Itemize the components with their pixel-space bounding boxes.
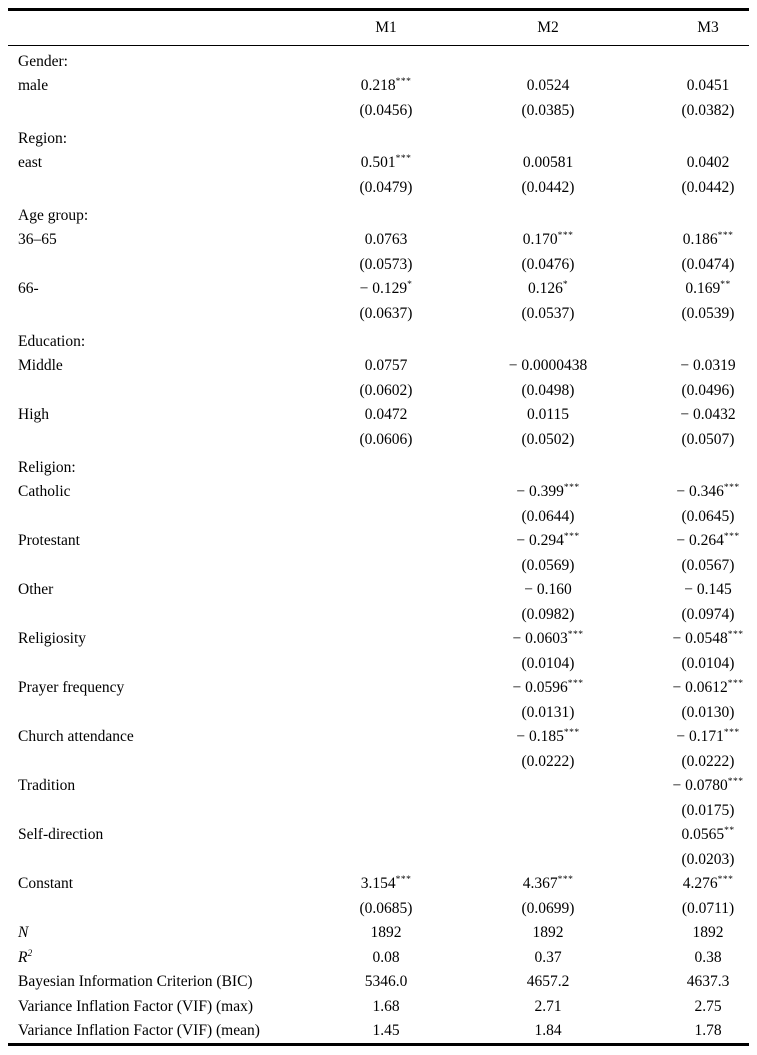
standard-error-row xyxy=(0,602,757,627)
estimate-cell xyxy=(629,826,757,844)
standard-error-row xyxy=(0,847,757,872)
estimate-cell xyxy=(467,280,629,298)
standard-error-value: (0.0496) xyxy=(681,381,735,399)
coefficient-row xyxy=(0,676,757,701)
estimate-value: − 0.160 xyxy=(524,581,572,599)
stat-value-cell xyxy=(629,998,757,1016)
standard-error-cell xyxy=(629,179,757,197)
stat-value-cell xyxy=(305,1022,467,1040)
significance-stars: *** xyxy=(727,629,744,640)
standard-error-value: (0.0507) xyxy=(681,430,735,448)
group-row xyxy=(0,200,757,228)
standard-error-row xyxy=(0,252,757,277)
significance-stars: *** xyxy=(395,874,412,885)
standard-error-value: (0.0569) xyxy=(521,556,575,574)
estimate-value: − 0.145 xyxy=(684,581,732,599)
significance-stars: * xyxy=(407,279,413,290)
estimate-cell xyxy=(305,280,467,298)
significance-stars: *** xyxy=(567,629,584,640)
standard-error-value: (0.0104) xyxy=(681,654,735,672)
estimate-cell xyxy=(629,728,757,746)
stat-value-cell xyxy=(467,998,629,1016)
standard-error-row xyxy=(0,651,757,676)
standard-error-row xyxy=(0,98,757,123)
standard-error-cell xyxy=(305,256,467,274)
standard-error-row xyxy=(0,504,757,529)
coefficient-row xyxy=(0,151,757,176)
estimate-cell xyxy=(305,357,467,375)
row-label: High xyxy=(18,406,49,424)
standard-error-cell xyxy=(629,557,757,575)
standard-error-value: (0.0637) xyxy=(359,304,413,322)
group-row xyxy=(0,326,757,354)
stat-value: 1.45 xyxy=(372,1022,400,1040)
stat-row xyxy=(0,945,757,970)
row-label: Tradition xyxy=(18,777,76,795)
standard-error-value: (0.0104) xyxy=(521,654,575,672)
standard-error-row xyxy=(0,378,757,403)
significance-stars: ** xyxy=(724,825,735,836)
stat-value-cell xyxy=(629,1022,757,1040)
significance-stars: *** xyxy=(563,482,580,493)
stat-label-text: R xyxy=(18,948,28,966)
row-label: east xyxy=(18,154,43,172)
estimate-value: − 0.0432 xyxy=(680,406,736,424)
row-label: 36–65 xyxy=(18,231,57,249)
standard-error-cell xyxy=(305,900,467,918)
stat-value-cell xyxy=(467,949,629,967)
estimate-cell xyxy=(467,231,629,249)
standard-error-cell xyxy=(467,508,629,526)
standard-error-value: (0.0442) xyxy=(521,178,575,196)
estimate-value: − 0.0780 xyxy=(672,777,728,795)
stat-label xyxy=(0,924,305,942)
stat-value-cell xyxy=(629,924,757,942)
standard-error-cell xyxy=(629,102,757,120)
estimate-cell xyxy=(629,154,757,172)
standard-error-value: (0.0567) xyxy=(681,556,735,574)
standard-error-value: (0.0539) xyxy=(681,304,735,322)
coefficient-row xyxy=(0,74,757,99)
standard-error-cell xyxy=(629,606,757,624)
estimate-cell xyxy=(629,357,757,375)
standard-error-cell xyxy=(629,382,757,400)
row-label: 66- xyxy=(18,280,39,298)
significance-stars: *** xyxy=(717,874,734,885)
standard-error-value: (0.0476) xyxy=(521,255,575,273)
group-row xyxy=(0,46,757,74)
estimate-cell xyxy=(467,406,629,424)
estimate-value: − 0.0548 xyxy=(672,630,728,648)
standard-error-value: (0.0974) xyxy=(681,605,735,623)
significance-stars: *** xyxy=(727,678,744,689)
column-header-m3: M3 xyxy=(697,18,719,36)
standard-error-value: (0.0203) xyxy=(681,850,735,868)
estimate-cell xyxy=(629,483,757,501)
significance-stars: ** xyxy=(720,279,731,290)
standard-error-value: (0.0602) xyxy=(359,381,413,399)
estimate-cell xyxy=(305,406,467,424)
estimate-value: 0.0565 xyxy=(681,826,725,844)
column-header-m2: M2 xyxy=(537,18,559,36)
coefficient-row xyxy=(0,872,757,897)
standard-error-value: (0.0606) xyxy=(359,430,413,448)
stat-label-text: N xyxy=(18,924,29,942)
standard-error-value: (0.0537) xyxy=(521,304,575,322)
estimate-value: 4.276 xyxy=(682,875,718,893)
estimate-value: 0.0451 xyxy=(686,77,730,95)
significance-stars: *** xyxy=(563,727,580,738)
stat-value: 1892 xyxy=(370,924,402,942)
estimate-cell xyxy=(305,77,467,95)
row-label: Religiosity xyxy=(18,630,87,648)
significance-stars: *** xyxy=(395,153,412,164)
standard-error-value: (0.0498) xyxy=(521,381,575,399)
estimate-value: − 0.0000438 xyxy=(508,357,588,375)
row-label: Prayer frequency xyxy=(18,679,125,697)
standard-error-value: (0.0502) xyxy=(521,430,575,448)
standard-error-value: (0.0479) xyxy=(359,178,413,196)
stat-value: 1.84 xyxy=(534,1022,562,1040)
standard-error-cell xyxy=(467,102,629,120)
estimate-value: 0.0524 xyxy=(526,77,570,95)
stat-value-cell xyxy=(629,973,757,991)
stat-value: 2.71 xyxy=(534,997,562,1015)
standard-error-value: (0.0222) xyxy=(521,752,575,770)
standard-error-cell xyxy=(305,102,467,120)
standard-error-cell xyxy=(629,431,757,449)
standard-error-value: (0.0222) xyxy=(681,752,735,770)
standard-error-value: (0.0456) xyxy=(359,101,413,119)
coefficient-row xyxy=(0,277,757,302)
table-body xyxy=(0,46,757,1044)
standard-error-value: (0.0685) xyxy=(359,899,413,917)
standard-error-cell xyxy=(629,305,757,323)
standard-error-cell xyxy=(629,508,757,526)
standard-error-cell xyxy=(629,851,757,869)
coefficient-row xyxy=(0,774,757,799)
row-label: Protestant xyxy=(18,532,80,550)
standard-error-value: (0.0699) xyxy=(521,899,575,917)
standard-error-cell xyxy=(629,753,757,771)
stat-value: 4657.2 xyxy=(526,973,570,991)
standard-error-value: (0.0645) xyxy=(681,507,735,525)
estimate-value: − 0.264 xyxy=(676,532,724,550)
stat-value-cell xyxy=(467,1022,629,1040)
column-header-m1: M1 xyxy=(375,18,397,36)
standard-error-cell xyxy=(467,655,629,673)
estimate-value: − 0.346 xyxy=(676,483,724,501)
stat-value-cell xyxy=(305,973,467,991)
estimate-value: − 0.0319 xyxy=(680,357,736,375)
top-margin xyxy=(0,0,757,8)
estimate-cell xyxy=(305,231,467,249)
estimate-cell xyxy=(467,679,629,697)
significance-stars: * xyxy=(562,279,569,290)
standard-error-row xyxy=(0,427,757,452)
estimate-value: 0.170 xyxy=(522,231,558,249)
estimate-cell xyxy=(629,581,757,599)
standard-error-cell xyxy=(467,704,629,722)
standard-error-row xyxy=(0,700,757,725)
stat-label-text: Variance Inflation Factor (VIF) (mean) xyxy=(18,1022,260,1040)
standard-error-cell xyxy=(467,305,629,323)
standard-error-cell xyxy=(629,802,757,820)
standard-error-cell xyxy=(629,704,757,722)
stat-value-cell xyxy=(305,949,467,967)
significance-stars: *** xyxy=(395,76,412,87)
standard-error-row xyxy=(0,301,757,326)
stat-value: 0.38 xyxy=(694,948,722,966)
row-label: male xyxy=(18,77,49,95)
estimate-cell xyxy=(467,532,629,550)
group-label: Gender: xyxy=(18,52,68,70)
stat-label xyxy=(0,973,305,991)
estimate-cell xyxy=(629,231,757,249)
standard-error-cell xyxy=(629,256,757,274)
group-label: Age group: xyxy=(18,206,89,224)
significance-stars: *** xyxy=(723,531,740,542)
standard-error-row xyxy=(0,798,757,823)
estimate-cell xyxy=(467,630,629,648)
estimate-value: − 0.0603 xyxy=(512,630,568,648)
standard-error-cell xyxy=(629,655,757,673)
stat-value: 1.78 xyxy=(694,1022,722,1040)
estimate-value: − 0.171 xyxy=(676,728,724,746)
stat-value-cell xyxy=(467,973,629,991)
standard-error-cell xyxy=(467,256,629,274)
row-label: Other xyxy=(18,581,54,599)
estimate-cell xyxy=(629,77,757,95)
significance-stars: *** xyxy=(717,230,734,241)
estimate-cell xyxy=(467,357,629,375)
standard-error-cell xyxy=(305,179,467,197)
standard-error-value: (0.0644) xyxy=(521,507,575,525)
estimate-value: − 0.185 xyxy=(516,728,564,746)
standard-error-row xyxy=(0,175,757,200)
estimate-cell xyxy=(629,406,757,424)
coefficient-row xyxy=(0,354,757,379)
group-row xyxy=(0,123,757,151)
significance-stars: *** xyxy=(557,874,574,885)
coefficient-row xyxy=(0,627,757,652)
stat-value: 1.68 xyxy=(372,997,400,1015)
standard-error-value: (0.0130) xyxy=(681,703,735,721)
standard-error-cell xyxy=(305,382,467,400)
stat-value: 1892 xyxy=(532,924,564,942)
standard-error-value: (0.0573) xyxy=(359,255,413,273)
stat-value: 4637.3 xyxy=(686,973,730,991)
group-label: Region: xyxy=(18,129,68,147)
stat-label-superscript: 2 xyxy=(27,948,33,959)
estimate-value: 0.0472 xyxy=(364,406,408,424)
standard-error-value: (0.0175) xyxy=(681,801,735,819)
significance-stars: *** xyxy=(557,230,574,241)
stat-value-cell xyxy=(629,949,757,967)
estimate-value: − 0.294 xyxy=(516,532,564,550)
row-label: Self-direction xyxy=(18,826,104,844)
stat-label xyxy=(0,998,305,1016)
stat-label xyxy=(0,949,305,967)
stat-label xyxy=(0,1022,305,1040)
estimate-value: 3.154 xyxy=(360,875,396,893)
stat-value-cell xyxy=(305,924,467,942)
stat-value: 5346.0 xyxy=(364,973,408,991)
stat-value: 1892 xyxy=(692,924,724,942)
row-label: Church attendance xyxy=(18,728,134,746)
standard-error-cell xyxy=(467,900,629,918)
estimate-cell xyxy=(629,630,757,648)
standard-error-value: (0.0131) xyxy=(521,703,575,721)
estimate-cell xyxy=(467,875,629,893)
stat-value: 0.37 xyxy=(534,948,562,966)
standard-error-value: (0.0385) xyxy=(521,101,575,119)
estimate-cell xyxy=(305,875,467,893)
estimate-cell xyxy=(467,77,629,95)
coefficient-row xyxy=(0,403,757,428)
estimate-value: 0.501 xyxy=(360,154,396,172)
estimate-cell xyxy=(467,154,629,172)
estimate-cell xyxy=(629,679,757,697)
group-label: Religion: xyxy=(18,458,76,476)
standard-error-cell xyxy=(305,431,467,449)
stat-row xyxy=(0,994,757,1019)
standard-error-value: (0.0382) xyxy=(681,101,735,119)
estimate-value: − 0.129 xyxy=(359,280,408,298)
significance-stars: *** xyxy=(727,776,744,787)
stat-value: 0.08 xyxy=(372,948,400,966)
row-label: Catholic xyxy=(18,483,71,501)
stat-label-text: Bayesian Information Criterion (BIC) xyxy=(18,973,253,991)
estimate-value: 0.126 xyxy=(527,280,563,298)
estimate-cell xyxy=(467,581,629,599)
stat-value: 2.75 xyxy=(694,997,722,1015)
standard-error-value: (0.0711) xyxy=(681,899,735,917)
standard-error-cell xyxy=(629,900,757,918)
coefficient-row xyxy=(0,480,757,505)
stat-row xyxy=(0,970,757,995)
significance-stars: *** xyxy=(567,678,584,689)
estimate-value: 0.0757 xyxy=(364,357,408,375)
significance-stars: *** xyxy=(723,727,740,738)
estimate-cell xyxy=(467,483,629,501)
standard-error-cell xyxy=(467,606,629,624)
estimate-value: 0.186 xyxy=(682,231,718,249)
standard-error-cell xyxy=(467,557,629,575)
estimate-cell xyxy=(629,777,757,795)
estimate-cell xyxy=(629,875,757,893)
coefficient-row xyxy=(0,823,757,848)
standard-error-cell xyxy=(305,305,467,323)
estimate-value: 0.00581 xyxy=(522,154,574,172)
estimate-value: 0.0115 xyxy=(526,406,570,424)
stat-row xyxy=(0,1019,757,1044)
estimate-value: 0.169 xyxy=(685,280,721,298)
estimate-cell xyxy=(629,532,757,550)
estimate-value: 0.218 xyxy=(360,77,396,95)
bottom-rule xyxy=(8,1043,749,1046)
standard-error-cell xyxy=(467,753,629,771)
stat-value-cell xyxy=(467,924,629,942)
stat-row xyxy=(0,921,757,946)
estimate-value: − 0.0596 xyxy=(512,679,568,697)
standard-error-cell xyxy=(467,382,629,400)
estimate-cell xyxy=(629,280,757,298)
significance-stars: *** xyxy=(723,482,740,493)
standard-error-row xyxy=(0,896,757,921)
coefficient-row xyxy=(0,529,757,554)
standard-error-row xyxy=(0,749,757,774)
estimate-cell xyxy=(467,728,629,746)
stat-value-cell xyxy=(305,998,467,1016)
estimate-cell xyxy=(305,154,467,172)
standard-error-value: (0.0982) xyxy=(521,605,575,623)
standard-error-cell xyxy=(467,179,629,197)
standard-error-value: (0.0474) xyxy=(681,255,735,273)
estimate-value: 0.0402 xyxy=(686,154,730,172)
table-header-row xyxy=(0,11,757,45)
standard-error-cell xyxy=(467,431,629,449)
significance-stars: *** xyxy=(563,531,580,542)
standard-error-value: (0.0442) xyxy=(681,178,735,196)
estimate-value: 4.367 xyxy=(522,875,558,893)
coefficient-row xyxy=(0,725,757,750)
group-label: Education: xyxy=(18,332,86,350)
estimate-value: − 0.399 xyxy=(516,483,564,501)
group-row xyxy=(0,452,757,480)
standard-error-row xyxy=(0,553,757,578)
row-label: Constant xyxy=(18,875,74,893)
estimate-value: − 0.0612 xyxy=(672,679,728,697)
stat-label-text: Variance Inflation Factor (VIF) (max) xyxy=(18,997,253,1015)
coefficient-row xyxy=(0,228,757,253)
row-label: Middle xyxy=(18,357,63,375)
estimate-value: 0.0763 xyxy=(364,231,408,249)
coefficient-row xyxy=(0,578,757,603)
